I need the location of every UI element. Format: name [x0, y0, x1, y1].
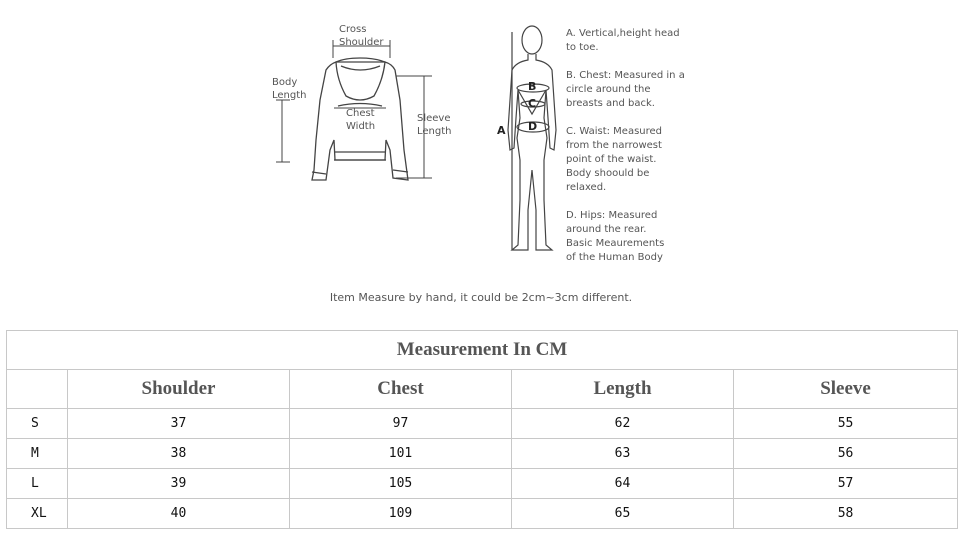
- header-sleeve: Sleeve: [734, 370, 958, 409]
- length-value: 65: [512, 499, 734, 529]
- measurement-notes: [566, 27, 716, 279]
- table-title: Measurement In CM: [7, 331, 958, 370]
- sleeve-length-label: Sleeve Length: [417, 113, 452, 137]
- note-hips: D. Hips: Measured around the rear. Basic Meaurements of the Human Body: [566, 210, 665, 263]
- size-label: L: [7, 469, 68, 499]
- chest-width-label: Chest Width: [346, 108, 376, 132]
- table-row: [7, 439, 958, 469]
- size-label: M: [7, 439, 68, 469]
- sleeve-value: 55: [734, 409, 958, 439]
- shoulder-value: 39: [68, 469, 290, 499]
- chest-value: 105: [290, 469, 512, 499]
- size-label: XL: [7, 499, 68, 529]
- marker-a: A: [497, 124, 506, 137]
- sleeve-value: 58: [734, 499, 958, 529]
- table-row: [7, 469, 958, 499]
- size-label: S: [7, 409, 68, 439]
- body-length-label: Body Length: [272, 77, 307, 101]
- human-figure: [508, 26, 556, 250]
- shoulder-value: 37: [68, 409, 290, 439]
- chest-value: 101: [290, 439, 512, 469]
- table-row: [7, 409, 958, 439]
- sleeve-value: 57: [734, 469, 958, 499]
- table-header-row: [7, 370, 958, 409]
- note-chest: B. Chest: Measured in a circle around the breasts and back.: [566, 70, 685, 109]
- length-value: 63: [512, 439, 734, 469]
- marker-d: D: [528, 120, 538, 133]
- shoulder-value: 38: [68, 439, 290, 469]
- shoulder-value: 40: [68, 499, 290, 529]
- length-value: 62: [512, 409, 734, 439]
- marker-b: B: [528, 80, 537, 93]
- sleeve-value: 56: [734, 439, 958, 469]
- size-table: [6, 330, 958, 529]
- measure-disclaimer: Item Measure by hand, it could be 2cm~3cm different.: [329, 291, 633, 304]
- chest-value: 97: [290, 409, 512, 439]
- length-value: 64: [512, 469, 734, 499]
- header-shoulder: Shoulder: [68, 370, 290, 409]
- header-length: Length: [512, 370, 734, 409]
- note-waist: C. Waist: Measured from the narrowest point of the waist. Body shoould be relaxed.: [566, 126, 663, 193]
- cross-shoulder-label: Cross Shoulder: [339, 24, 384, 48]
- header-size: [7, 370, 68, 409]
- table-row: [7, 499, 958, 529]
- chest-value: 109: [290, 499, 512, 529]
- note-height: A. Vertical,height head to toe.: [566, 28, 680, 53]
- header-chest: Chest: [290, 370, 512, 409]
- marker-c: C: [528, 97, 537, 110]
- table-title-row: [7, 331, 958, 370]
